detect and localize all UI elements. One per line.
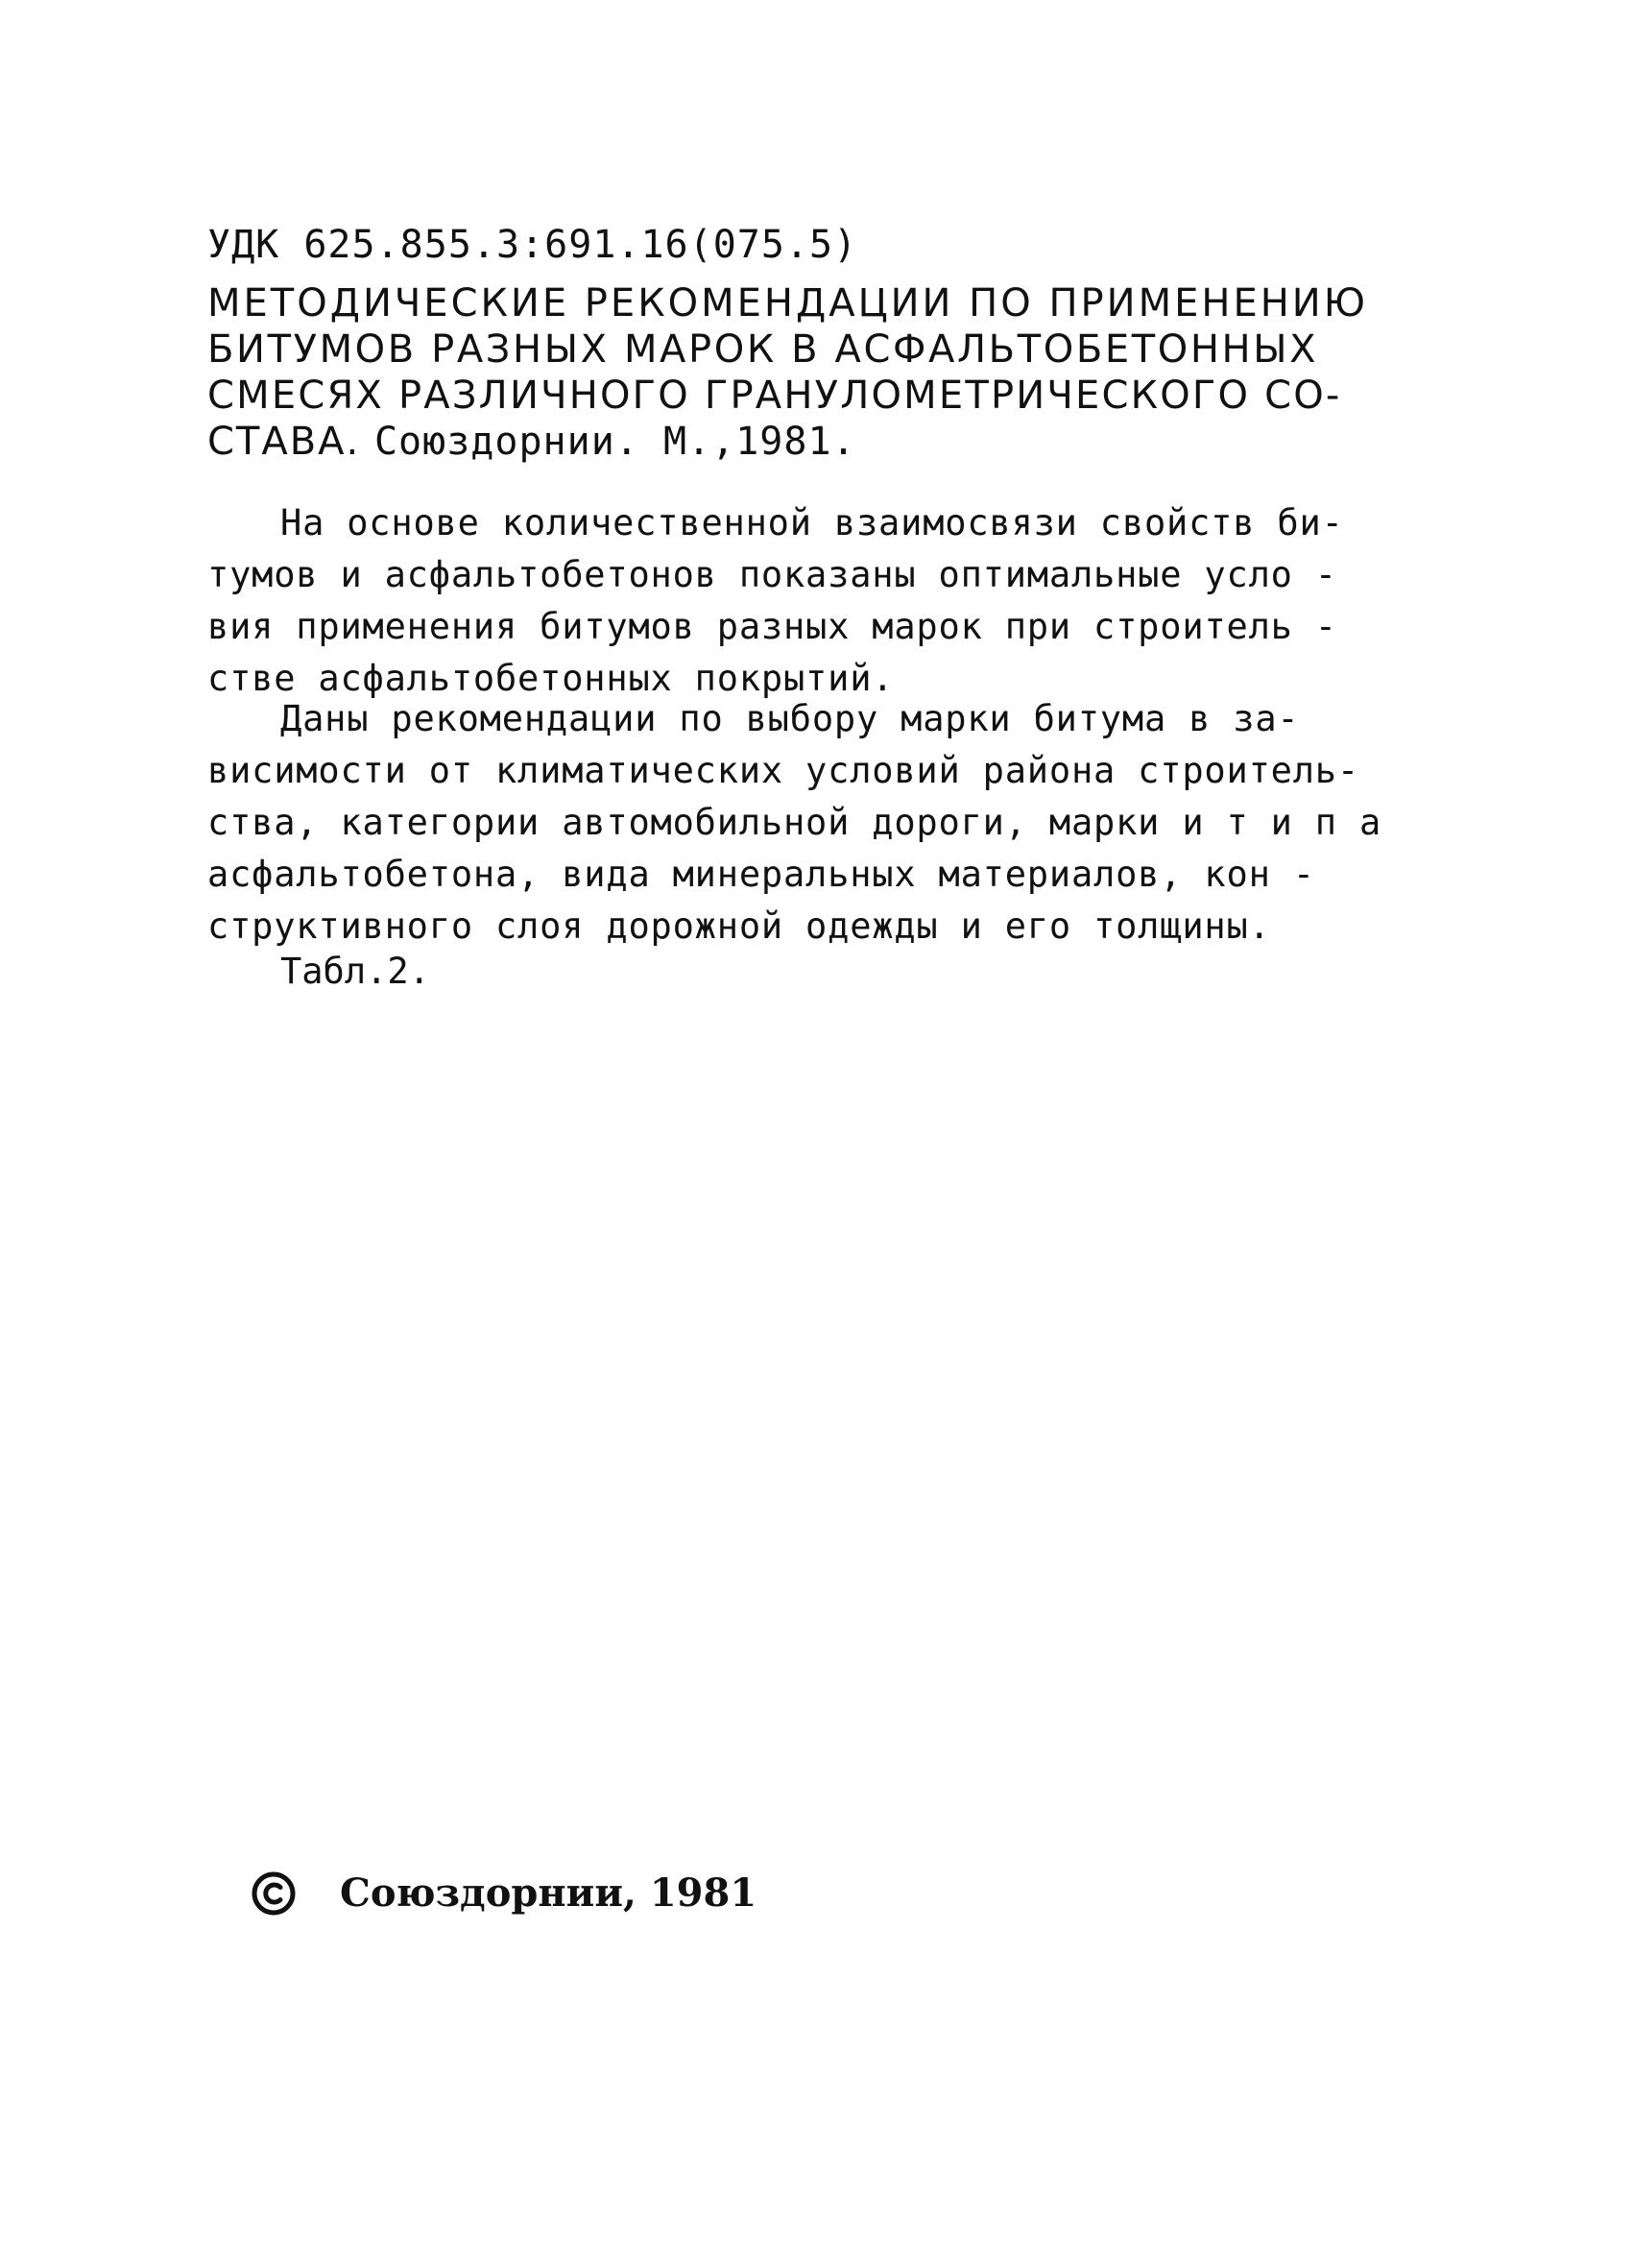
text-line: ства, категории автомобильной дороги, марки и т и п а [207, 802, 1382, 843]
text-line: На основе количественной взаимосвязи свойств би- [280, 502, 1344, 543]
tables-note: Табл.2. [280, 951, 430, 992]
title-line: БИТУМОВ РАЗНЫХ МАРОК В АСФАЛЬТОБЕТОННЫХ [207, 327, 1319, 372]
text-line: асфальтобетона, вида минеральных материалов, кон - [207, 854, 1315, 895]
copyright-text: Союздорнии, 1981 [340, 1870, 757, 1916]
document-title [207, 280, 1446, 465]
text-line: тумов и асфальтобетонов показаны оптимальные усло - [207, 554, 1337, 595]
text-line: стве асфальтобетонных покрытий. [207, 658, 895, 699]
imprint: Союздорнии. М.,1981. [373, 420, 856, 464]
copyright-icon [252, 1871, 296, 1916]
title-line: СТАВА. [207, 420, 361, 464]
udc-code: УДК 625.855.3:691.16(075.5) [207, 223, 858, 267]
title-line: СМЕСЯХ РАЗЛИЧНОГО ГРАНУЛОМЕТРИЧЕСКОГО СО- [207, 374, 1342, 418]
title-line: МЕТОДИЧЕСКИЕ РЕКОМЕНДАЦИИ ПО ПРИМЕНЕНИЮ [207, 281, 1368, 326]
title-last-line [207, 419, 1446, 465]
abstract-paragraph-2 [207, 693, 1446, 953]
text-line: Даны рекомендации по выбору марки битума в за- [280, 698, 1300, 739]
copyright-notice [252, 1870, 756, 1916]
text-line: висимости от климатических условий района строитель- [207, 750, 1359, 791]
text-line: структивного слоя дорожной одежды и его толщины. [207, 905, 1271, 947]
text-line: вия применения битумов разных марок при строитель - [207, 606, 1337, 647]
abstract-paragraph-1 [207, 497, 1446, 705]
